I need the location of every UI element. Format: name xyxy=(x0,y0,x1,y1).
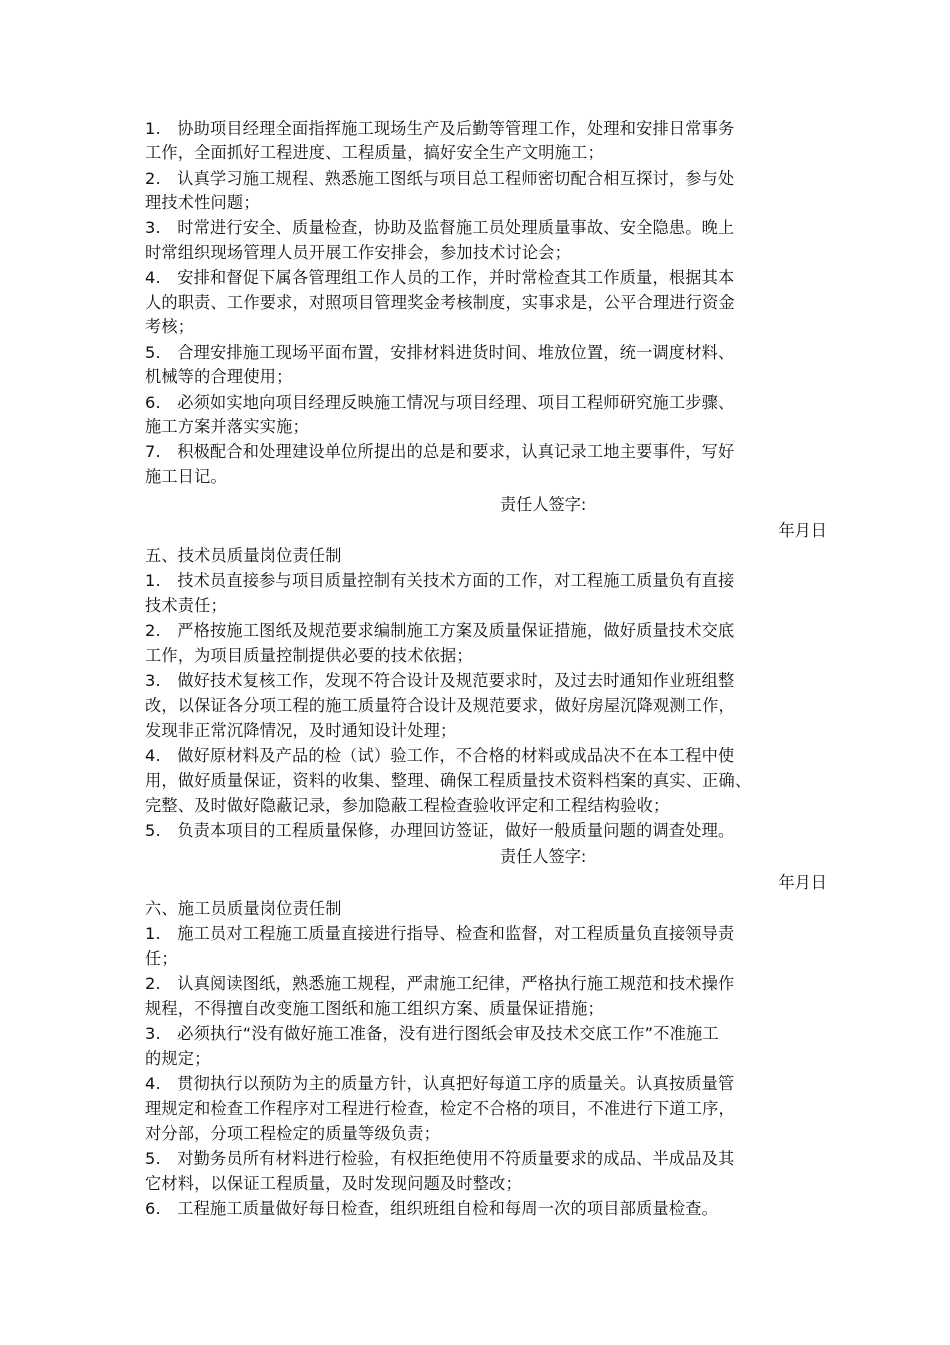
text-line: 2. 严格按施工图纸及规范要求编制施工方案及质量保证措施，做好质量技术交底 xyxy=(145,621,735,640)
text-line: 施工日记。 xyxy=(145,467,227,486)
text-line: 5. 对勤务员所有材料进行检验，有权拒绝使用不符质量要求的成品、半成品及其 xyxy=(145,1149,735,1168)
text-line: 时常组织现场管理人员开展工作安排会，参加技术讨论会； xyxy=(145,243,572,262)
text-line: 3. 做好技术复核工作，发现不符合设计及规范要求时，及过去时通知作业班组整 xyxy=(145,671,735,690)
text-line: 改，以保证各分项工程的施工质量符合设计及规范要求，做好房屋沉降观测工作， xyxy=(145,696,735,715)
text-line: 机械等的合理使用； xyxy=(145,367,293,386)
text-line: 1. 协助项目经理全面指挥施工现场生产及后勤等管理工作，处理和安排日常事务 xyxy=(145,119,735,138)
signature-label: 责任人签字: xyxy=(500,847,587,866)
text-line: 7. 积极配合和处理建设单位所提出的总是和要求，认真记录工地主要事件，写好 xyxy=(145,442,735,461)
text-line: 5. 负责本项目的工程质量保修，办理回访签证，做好一般质量问题的调查处理。 xyxy=(145,821,735,840)
date-label: 年月日 xyxy=(778,873,827,892)
text-line: 6. 工程施工质量做好每日检查，组织班组自检和每周一次的项目部质量检查。 xyxy=(145,1199,719,1218)
text-line: 1. 技术员直接参与项目质量控制有关技术方面的工作，对工程施工质量负有直接 xyxy=(145,571,735,590)
text-line: 规程，不得擅自改变施工图纸和施工组织方案、质量保证措施； xyxy=(145,999,604,1018)
text-line: 4. 贯彻执行以预防为主的质量方针，认真把好每道工序的质量关。认真按质量管 xyxy=(145,1074,735,1093)
text-line: 施工方案并落实实施； xyxy=(145,417,309,436)
text-line: 考核； xyxy=(145,317,195,336)
text-line: 1. 施工员对工程施工质量直接进行指导、检查和监督，对工程质量负直接领导责 xyxy=(145,924,735,943)
text-line: 2. 认真学习施工规程、熟悉施工图纸与项目总工程师密切配合相互探讨，参与处 xyxy=(145,169,735,188)
text-line: 5. 合理安排施工现场平面布置，安排材料进货时间、堆放位置，统一调度材料、 xyxy=(145,343,735,362)
text-line: 任； xyxy=(145,949,178,968)
text-line: 4. 做好原材料及产品的检（试）验工作，不合格的材料或成品决不在本工程中使 xyxy=(145,746,735,765)
text-line: 6. 必须如实地向项目经理反映施工情况与项目经理、项目工程师研究施工步骤、 xyxy=(145,393,735,412)
text-line: 4. 安排和督促下属各管理组工作人员的工作，并时常检查其工作质量，根据其本 xyxy=(145,268,735,287)
section-title: 五、技术员质量岗位责任制 xyxy=(145,546,342,565)
text-line: 工作，全面抓好工程进度、工程质量，搞好安全生产文明施工； xyxy=(145,143,604,162)
text-line: 对分部，分项工程检定的质量等级负责； xyxy=(145,1124,440,1143)
text-line: 3. 时常进行安全、质量检查，协助及监督施工员处理质量事故、安全隐患。晚上 xyxy=(145,218,735,237)
text-line: 2. 认真阅读图纸，熟悉施工规程，严肃施工纪律，严格执行施工规范和技术操作 xyxy=(145,974,735,993)
signature-label: 责任人签字: xyxy=(500,495,587,514)
text-line: 理技术性问题； xyxy=(145,193,260,212)
text-line: 技术责任； xyxy=(145,596,227,615)
text-line: 完整、及时做好隐蔽记录，参加隐蔽工程检查验收评定和工程结构验收； xyxy=(145,796,670,815)
date-label: 年月日 xyxy=(778,521,827,540)
text-line: 的规定； xyxy=(145,1049,211,1068)
text-line: 它材料，以保证工程质量，及时发现问题及时整改； xyxy=(145,1174,522,1193)
text-line: 工作，为项目质量控制提供必要的技术依据； xyxy=(145,646,473,665)
text-line: 3. 必须执行“没有做好施工准备，没有进行图纸会审及技术交底工作”不准施工 xyxy=(145,1024,719,1043)
text-line: 用，做好质量保证，资料的收集、整理、确保工程质量技术资料档案的真实、正确、 xyxy=(145,771,752,790)
section-title: 六、施工员质量岗位责任制 xyxy=(145,899,342,918)
text-line: 理规定和检查工作程序对工程进行检查，检定不合格的项目，不准进行下道工序， xyxy=(145,1099,735,1118)
text-line: 发现非正常沉降情况，及时通知设计处理； xyxy=(145,721,457,740)
text-line: 人的职责、工作要求，对照项目管理奖金考核制度，实事求是，公平合理进行资金 xyxy=(145,293,735,312)
